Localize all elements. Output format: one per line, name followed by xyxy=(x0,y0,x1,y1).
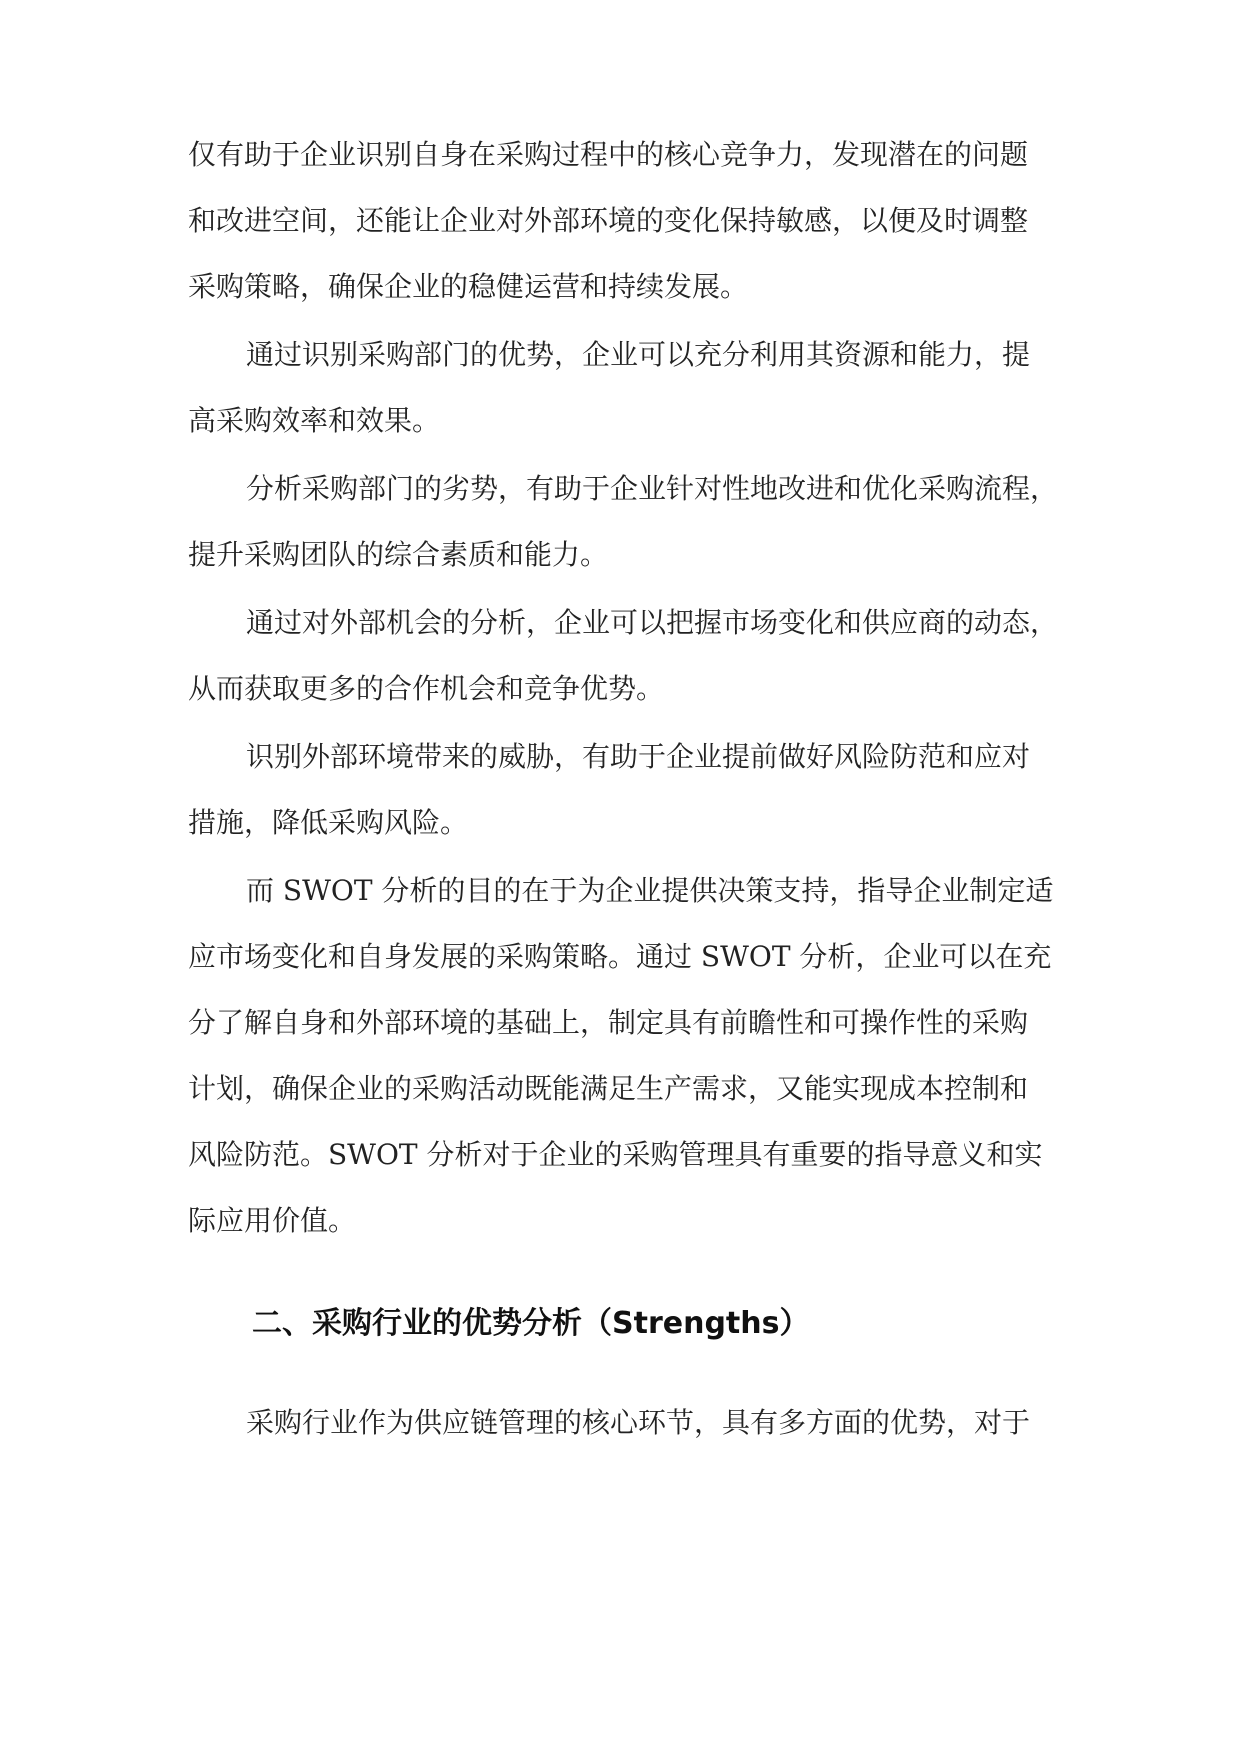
paragraph-line: 通过对外部机会的分析，企业可以把握市场变化和供应商的动态， xyxy=(246,606,1059,639)
paragraph-line: 采购策略，确保企业的稳健运营和持续发展。 xyxy=(188,270,749,303)
paragraph-line: 应市场变化和自身发展的采购策略。通过 SWOT 分析，企业可以在充 xyxy=(188,940,1052,973)
paragraph-line: 通过识别采购部门的优势，企业可以充分利用其资源和能力，提 xyxy=(246,338,1031,371)
paragraph-line: 分析采购部门的劣势，有助于企业针对性地改进和优化采购流程， xyxy=(246,472,1059,505)
paragraph-line: 识别外部环境带来的威胁，有助于企业提前做好风险防范和应对 xyxy=(246,740,1031,773)
paragraph-line: 高采购效率和效果。 xyxy=(188,404,441,437)
section-heading: 二、采购行业的优势分析（Strengths） xyxy=(252,1306,810,1341)
paragraph-line: 际应用价值。 xyxy=(188,1204,357,1237)
paragraph-line: 风险防范。SWOT 分析对于企业的采购管理具有重要的指导意义和实 xyxy=(188,1138,1043,1171)
paragraph-line: 采购行业作为供应链管理的核心环节，具有多方面的优势，对于 xyxy=(246,1406,1031,1439)
paragraph-line: 从而获取更多的合作机会和竞争优势。 xyxy=(188,672,665,705)
paragraph-line: 措施，降低采购风险。 xyxy=(188,806,469,839)
paragraph-line: 仅有助于企业识别自身在采购过程中的核心竞争力，发现潜在的问题 xyxy=(188,138,1029,171)
paragraph-line: 计划，确保企业的采购活动既能满足生产需求，又能实现成本控制和 xyxy=(188,1072,1029,1105)
paragraph-line: 而 SWOT 分析的目的在于为企业提供决策支持，指导企业制定适 xyxy=(246,874,1054,907)
paragraph-line: 和改进空间，还能让企业对外部环境的变化保持敏感，以便及时调整 xyxy=(188,204,1029,237)
paragraph-line: 分了解自身和外部环境的基础上，制定具有前瞻性和可操作性的采购 xyxy=(188,1006,1029,1039)
paragraph-line: 提升采购团队的综合素质和能力。 xyxy=(188,538,609,571)
